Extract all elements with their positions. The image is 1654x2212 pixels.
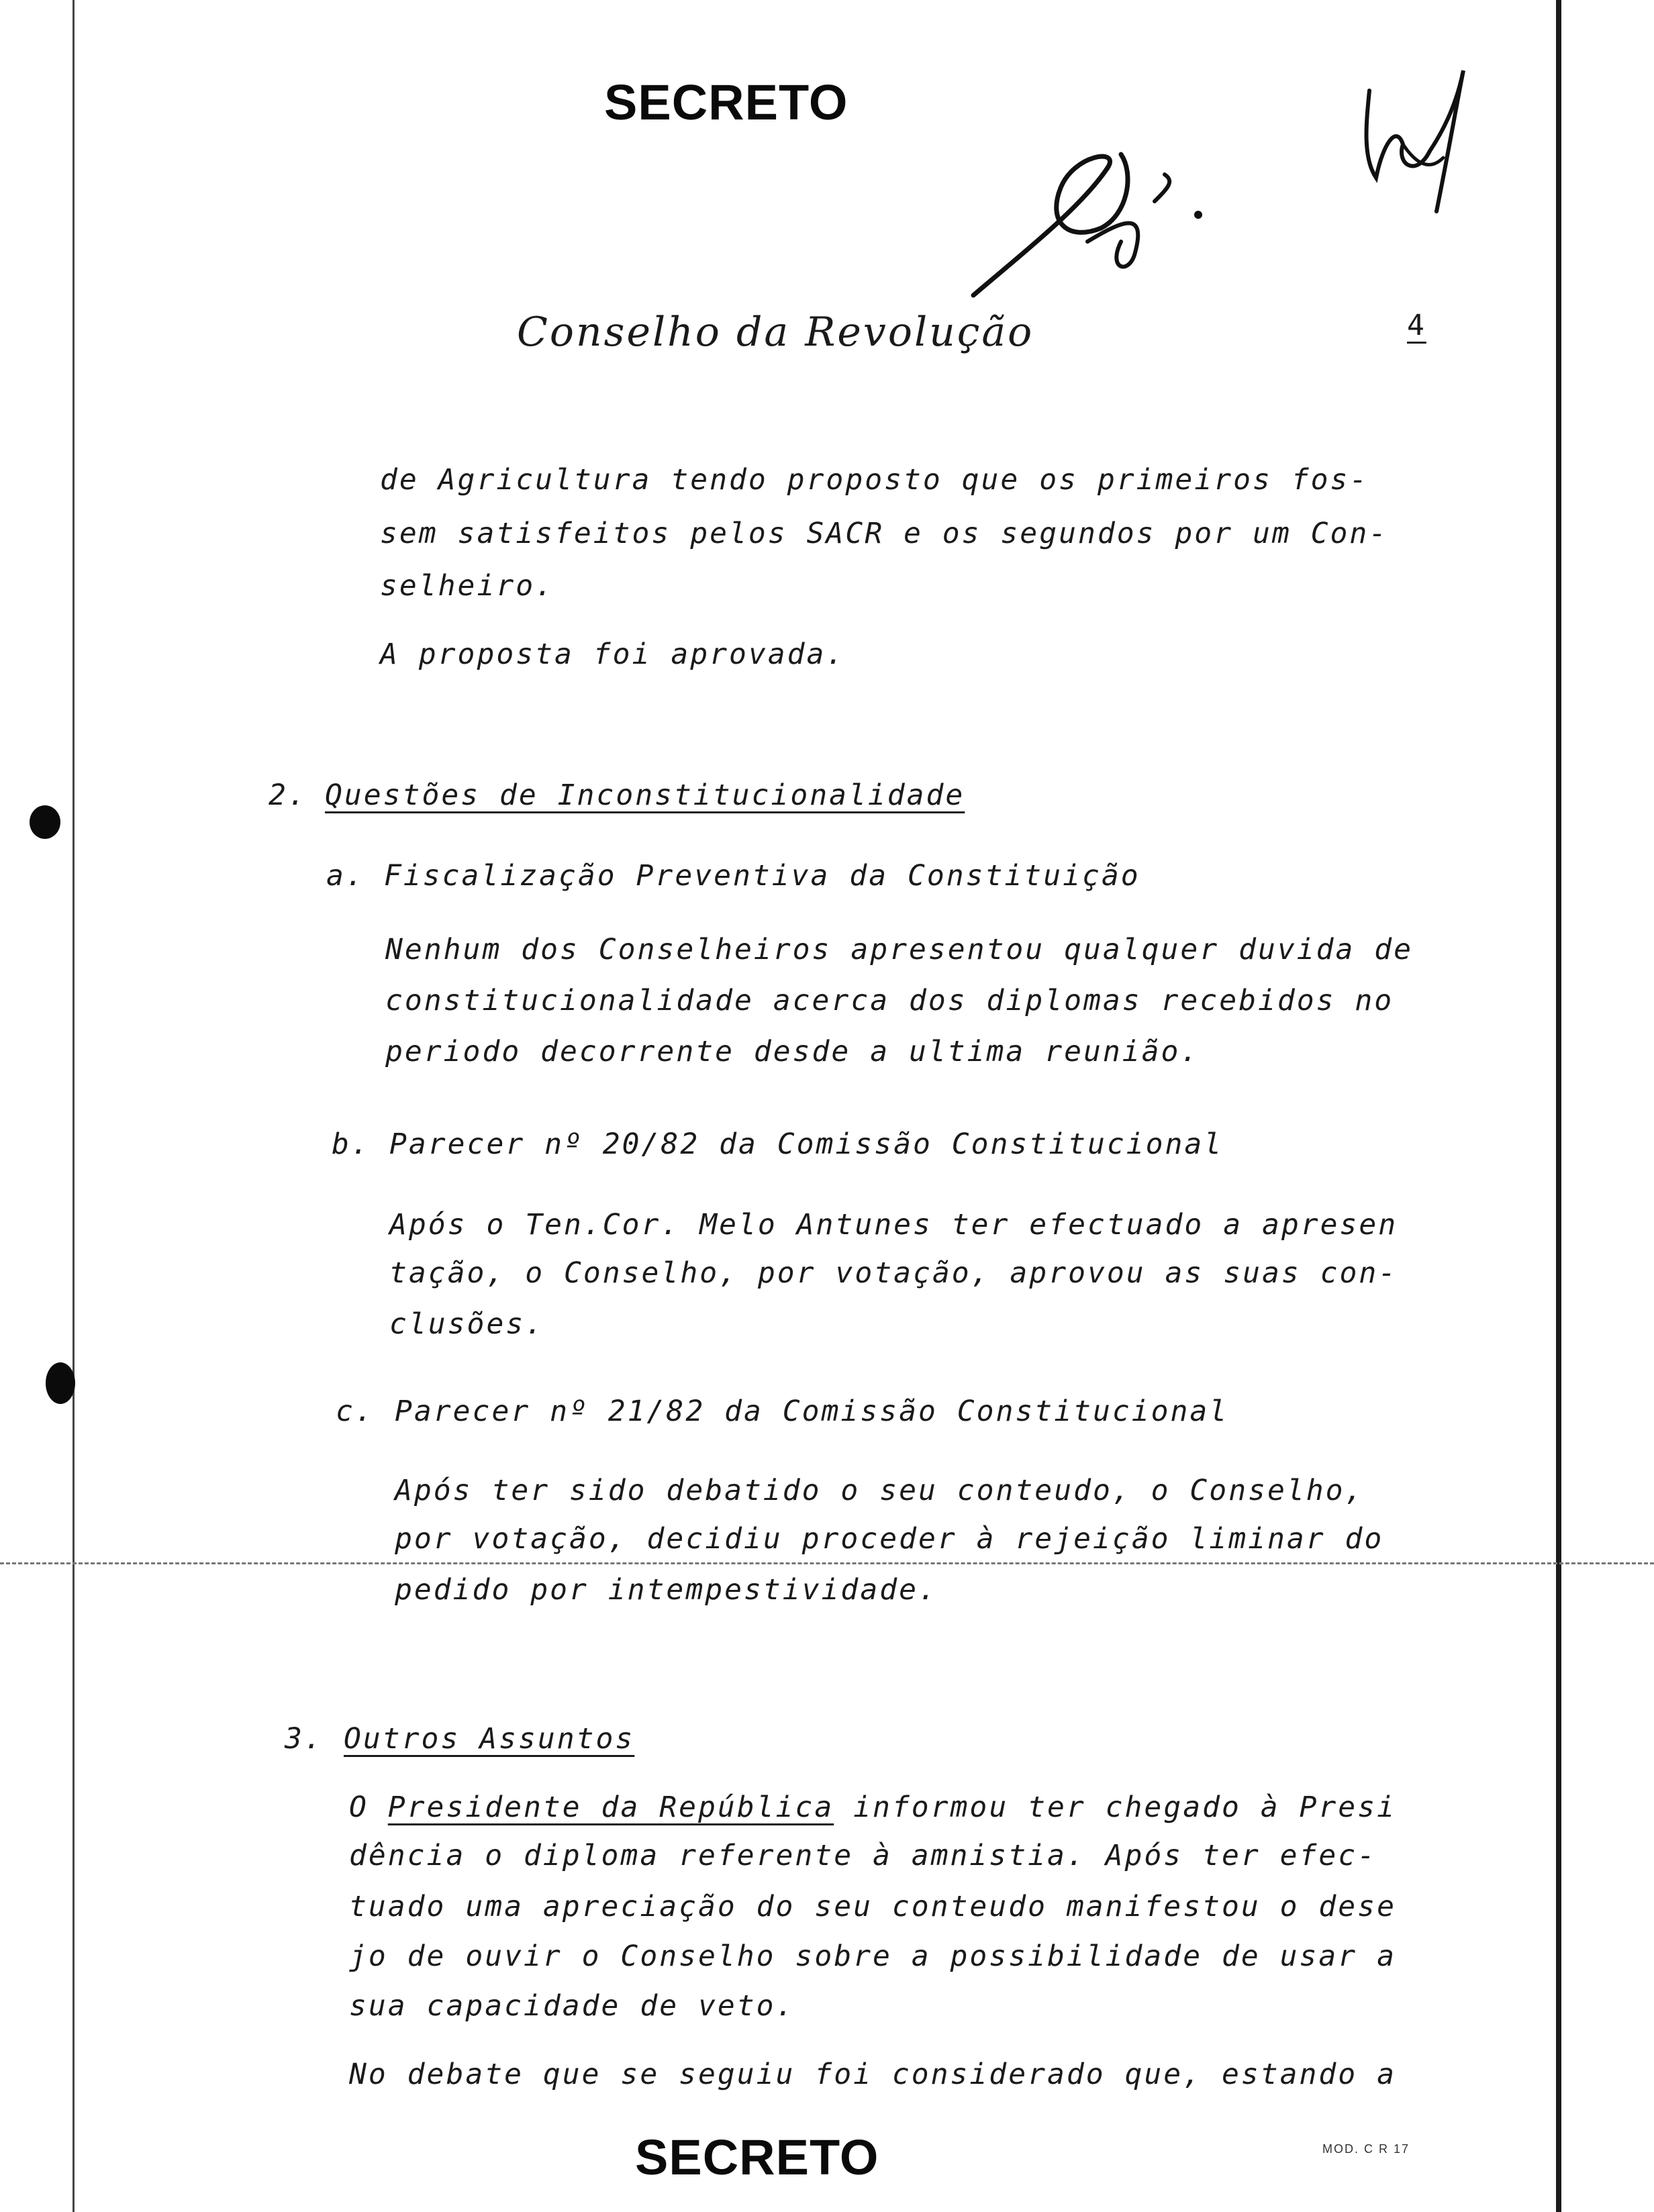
item-b-line-1: Após o Ten.Cor. Melo Antunes ter efectuado a apresen bbox=[389, 1208, 1398, 1242]
presidente-da-republica: Presidente da República bbox=[387, 1791, 834, 1824]
item-a-line-2: constitucionalidade acerca dos diplomas recebidos no bbox=[385, 984, 1394, 1017]
item-a-letter: a. bbox=[326, 859, 365, 893]
section3-para1-line-4: jo de ouvir o Conselho sobre a possibilidade de usar a bbox=[349, 1940, 1396, 1973]
section3-para1-line-1 bbox=[349, 1791, 1396, 1824]
intro-line-2: sem satisfeitos pelos SACR e os segundos por um Con- bbox=[380, 517, 1389, 550]
classification-bottom: SECRETO bbox=[635, 2129, 879, 2185]
section2-number: 2. bbox=[269, 778, 307, 812]
section3-para1-line-2: dência o diploma referente à amnistia. Após ter efec- bbox=[349, 1839, 1377, 1872]
item-a-line-3: periodo decorrente desde a ultima reunião. bbox=[385, 1035, 1200, 1068]
classification-top: SECRETO bbox=[604, 74, 848, 130]
item-c-letter: c. bbox=[336, 1395, 375, 1428]
letterhead: Conselho da Revolução bbox=[517, 309, 1034, 356]
right-margin-line bbox=[1556, 0, 1561, 2212]
handwritten-initials bbox=[967, 128, 1222, 302]
item-c-title: Parecer nº 21/82 da Comissão Constitucional bbox=[395, 1395, 1229, 1428]
item-b-title: Parecer nº 20/82 da Comissão Constitucional bbox=[389, 1127, 1224, 1161]
item-a-line-1: Nenhum dos Conselheiros apresentou qualquer duvida de bbox=[385, 933, 1414, 966]
intro-line-3: selheiro. bbox=[380, 569, 554, 603]
left-margin-line bbox=[72, 0, 75, 2212]
item-b-line-2: tação, o Conselho, por votação, aprovou as suas con- bbox=[389, 1256, 1398, 1290]
item-b-letter: b. bbox=[332, 1127, 371, 1161]
section3-number: 3. bbox=[285, 1722, 324, 1756]
section3-para1-rest: informou ter chegado à Presi bbox=[834, 1791, 1396, 1824]
item-c-line-1: Após ter sido debatido o seu conteudo, o Conselho, bbox=[395, 1474, 1365, 1507]
item-a-title: Fiscalização Preventiva da Constituição bbox=[384, 859, 1140, 893]
fold-line bbox=[0, 1562, 1654, 1564]
punch-hole-lower bbox=[46, 1362, 75, 1404]
section2-title: Questões de Inconstitucionalidade bbox=[325, 778, 965, 812]
page-number: 4 bbox=[1407, 309, 1426, 342]
handwritten-signature bbox=[1356, 64, 1470, 218]
item-c-line-2: por votação, decidiu proceder à rejeição liminar do bbox=[395, 1522, 1384, 1556]
section3-para1-lead: O bbox=[349, 1791, 388, 1824]
item-b-line-3: clusões. bbox=[389, 1307, 545, 1341]
punch-hole-upper bbox=[30, 805, 60, 839]
section3-para2-line-1: No debate que se seguiu foi considerado que, estando a bbox=[349, 2058, 1396, 2091]
section3-title: Outros Assuntos bbox=[344, 1722, 635, 1756]
section3-para1-line-3: tuado uma apreciação do seu conteudo manifestou o dese bbox=[349, 1890, 1396, 1923]
section3-para1-line-5: sua capacidade de veto. bbox=[349, 1989, 795, 2023]
intro-line-1: de Agricultura tendo proposto que os primeiros fos- bbox=[380, 463, 1369, 497]
intro-result: A proposta foi aprovada. bbox=[380, 638, 846, 671]
item-c-line-3: pedido por intempestividade. bbox=[395, 1573, 938, 1607]
form-code: MOD. C R 17 bbox=[1322, 2142, 1410, 2156]
